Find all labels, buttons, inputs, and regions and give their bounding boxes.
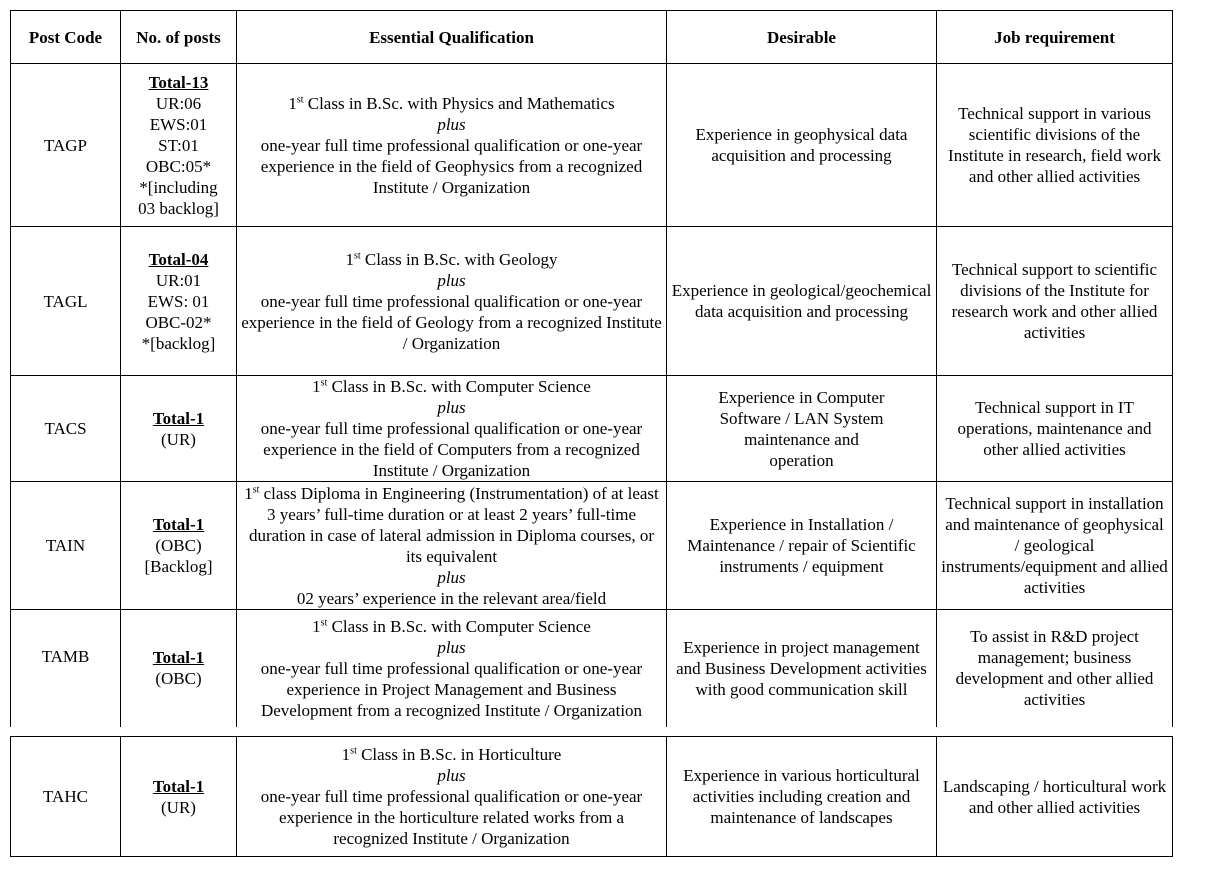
qualification-main: 1st class Diploma in Engineering (Instrumentation) of at least 3 years’ full-time duration or at least 2 years’ full-time duration in case of lateral admission in Diploma courses, or its equivalent bbox=[244, 483, 659, 566]
posts-detail: EWS:01 bbox=[149, 114, 208, 134]
qualification-main: 1st Class in B.Sc. with Geology bbox=[345, 249, 558, 269]
post-code: TAMB bbox=[11, 610, 121, 727]
posts-total: Total-13 bbox=[148, 72, 209, 92]
header-essential-qualification: Essential Qualification bbox=[237, 11, 667, 64]
qualification-main: 1st Class in B.Sc. with Physics and Mathematics bbox=[288, 93, 615, 113]
posts-detail: UR:01 bbox=[155, 270, 202, 290]
qualification-additional: one-year full time professional qualification or one-year experience in the field of Computers from a recognized Institute / Organization bbox=[260, 419, 643, 480]
posts-detail: OBC:05* bbox=[145, 156, 212, 176]
header-no-of-posts: No. of posts bbox=[121, 11, 237, 64]
posts-total: Total-04 bbox=[148, 249, 209, 269]
posts-detail: (OBC) bbox=[155, 536, 202, 555]
posts-detail: 03 backlog] bbox=[138, 198, 219, 218]
qualification-table-continued bbox=[10, 736, 1173, 857]
plus-label: plus bbox=[437, 398, 466, 417]
posts-total: Total-1 bbox=[152, 408, 205, 428]
posts-detail: UR:06 bbox=[155, 93, 202, 113]
posts-detail: *[backlog] bbox=[141, 333, 216, 353]
posts-detail: [Backlog] bbox=[144, 557, 213, 576]
desirable: Experience in Computer Software / LAN System maintenance and operation bbox=[667, 376, 937, 482]
posts-detail: (UR) bbox=[161, 797, 196, 817]
table-row bbox=[11, 482, 1173, 610]
posts-total: Total-1 bbox=[152, 515, 205, 534]
table-row bbox=[11, 227, 1173, 376]
job-requirement: To assist in R&D project management; business development and other allied activities bbox=[937, 610, 1173, 727]
plus-label: plus bbox=[437, 567, 466, 587]
job-requirement: Technical support to scientific divisions of the Institute for research work and other allied activities bbox=[937, 227, 1173, 376]
desirable: Experience in project management and Business Development activities with good communication skill bbox=[667, 610, 937, 727]
posts-detail: EWS: 01 bbox=[147, 291, 210, 311]
no-of-posts bbox=[121, 64, 237, 227]
posts-detail: (OBC) bbox=[155, 669, 202, 689]
header-desirable: Desirable bbox=[667, 11, 937, 64]
desirable: Experience in Installation / Maintenance / repair of Scientific instruments / equipment bbox=[667, 482, 937, 610]
no-of-posts bbox=[121, 227, 237, 376]
table-row bbox=[11, 376, 1173, 482]
essential-qualification bbox=[237, 227, 667, 376]
essential-qualification bbox=[237, 737, 667, 857]
job-requirement: Technical support in various scientific divisions of the Institute in research, field work and other allied activities bbox=[937, 64, 1173, 227]
qualification-additional: one-year full time professional qualification or one-year experience in the field of Geology from a recognized Institute / Organization bbox=[241, 291, 662, 353]
qualification-additional: one-year full time professional qualification or one-year experience in the field of Geophysics from a recognized Institute / Organization bbox=[260, 135, 643, 197]
posts-detail: ST:01 bbox=[158, 135, 199, 155]
posts-detail: OBC-02* bbox=[145, 312, 212, 332]
essential-qualification bbox=[237, 64, 667, 227]
post-code: TAGL bbox=[11, 227, 121, 376]
plus-label: plus bbox=[437, 637, 466, 657]
post-code: TAIN bbox=[11, 482, 121, 610]
qualification-main: 1st Class in B.Sc. with Computer Science bbox=[312, 377, 591, 396]
desirable: Experience in geological/geochemical data acquisition and processing bbox=[667, 227, 937, 376]
post-code: TAGP bbox=[11, 64, 121, 227]
post-code: TACS bbox=[11, 376, 121, 482]
essential-qualification bbox=[237, 376, 667, 482]
table-row bbox=[11, 610, 1173, 727]
qualification-additional: one-year full time professional qualification or one-year experience in Project Management and Business Development from a recognized Institute / Organization bbox=[260, 658, 643, 720]
posts-total: Total-1 bbox=[152, 776, 205, 796]
desirable: Experience in geophysical data acquisition and processing bbox=[667, 64, 937, 227]
table-row bbox=[11, 64, 1173, 227]
job-requirement: Technical support in IT operations, maintenance and other allied activities bbox=[937, 376, 1173, 482]
no-of-posts bbox=[121, 737, 237, 857]
essential-qualification bbox=[237, 482, 667, 610]
qualification-main: 1st Class in B.Sc. in Horticulture bbox=[341, 745, 562, 764]
no-of-posts bbox=[121, 482, 237, 610]
qualification-main: 1st Class in B.Sc. with Computer Science bbox=[312, 616, 591, 636]
desirable: Experience in various horticultural activities including creation and maintenance of landscapes bbox=[667, 737, 937, 857]
header-post-code: Post Code bbox=[11, 11, 121, 64]
posts-detail: (UR) bbox=[161, 429, 196, 449]
post-code: TAHC bbox=[11, 737, 121, 857]
essential-qualification bbox=[237, 610, 667, 727]
qualification-additional: 02 years’ experience in the relevant area/field bbox=[296, 588, 607, 608]
table-row bbox=[11, 737, 1173, 857]
qualification-additional: one-year full time professional qualification or one-year experience in the horticulture related works from a recognized Institute / Organization bbox=[260, 787, 643, 848]
plus-label: plus bbox=[437, 114, 466, 134]
plus-label: plus bbox=[437, 766, 466, 785]
plus-label: plus bbox=[437, 270, 466, 290]
posts-detail: *[including bbox=[139, 177, 218, 197]
posts-total: Total-1 bbox=[152, 648, 205, 668]
job-requirement: Landscaping / horticultural work and other allied activities bbox=[937, 737, 1173, 857]
header-row bbox=[11, 11, 1173, 64]
header-job-requirement: Job requirement bbox=[937, 11, 1173, 64]
no-of-posts bbox=[121, 376, 237, 482]
no-of-posts bbox=[121, 610, 237, 727]
job-requirement: Technical support in installation and maintenance of geophysical / geological instruments/equipment and allied activities bbox=[937, 482, 1173, 610]
qualification-table bbox=[10, 10, 1173, 727]
